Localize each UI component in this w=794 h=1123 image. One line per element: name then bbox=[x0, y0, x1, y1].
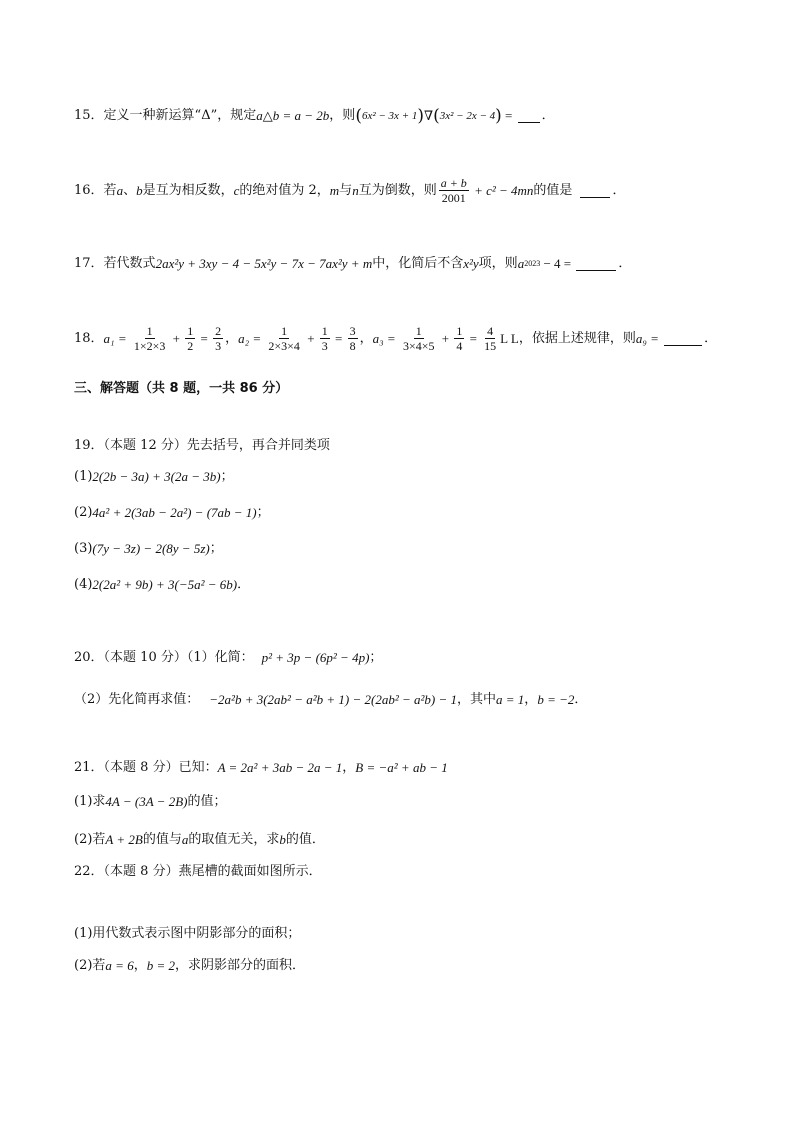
q15-end: ． bbox=[541, 108, 555, 123]
q18-text-a: ，依据上述规律，则 bbox=[518, 330, 636, 346]
section-heading: 三、解答题（共 8 题，一共 86 分） bbox=[74, 381, 289, 396]
q17-text-b: 中，化简后不含 bbox=[372, 256, 464, 271]
q16-text-a: 若 bbox=[103, 182, 117, 198]
q16-var-m: m bbox=[329, 182, 340, 198]
q21-part-2: (2)若 A + 2B 的值与 a 的取值无关，求 b 的值． bbox=[74, 832, 325, 847]
q16-text-e: 互为倒数，则 bbox=[358, 182, 437, 198]
q16-answer-blank bbox=[580, 184, 610, 198]
q15-def-rhs: = a − 2b bbox=[279, 108, 330, 123]
q15-expr-2: 3x² − 2x − 4 bbox=[439, 110, 496, 122]
q15-text-c: ，则 bbox=[329, 108, 356, 123]
q22-part-2: (2)若 a = 6 ， b = 2 ，求阴影部分的面积． bbox=[74, 958, 306, 973]
question-18: 18． a₁ = $\frac{1}{1\times 2\times 3}$ + $\frac{1}{2}$ = $\frac{2}{3}$ ， a₂ = $\frac{1}{2\times 3\times 4}$ + $\frac{1}{3}$ = $\frac{3}{8}$ ， a₃ = $\frac{1}{3\times 4\times 5}$ + $\frac{1}{4}$ = $\frac{4}{15}$ L L ，依据上述规律，则 a₉ = ． bbox=[74, 324, 718, 353]
q15-text-a: 定义一种新运算“ bbox=[103, 108, 202, 123]
q17-power-tail: − 4 = bbox=[540, 256, 575, 271]
q18-a2-result: $\frac{3}{8}$ bbox=[349, 324, 356, 353]
q18-a3-frac-1: $\frac{1}{3\times 4\times 5}$ bbox=[402, 324, 435, 353]
q15-paren-close-2: ) bbox=[495, 105, 502, 126]
q21-part-1: (1)求 4A − (3A − 2B) 的值； bbox=[74, 794, 227, 809]
q16-var-b: b bbox=[136, 182, 143, 198]
q20-part-1: 20．（本题 10 分）（1）化简： p² + 3p − (6p² − 4p) ； bbox=[74, 648, 382, 668]
q18-number: 18． bbox=[74, 330, 104, 346]
q15-def-lhs: a△b bbox=[256, 108, 280, 123]
q20-part-2-label: （2）先化简再求值： bbox=[74, 692, 200, 707]
q15-mid-op: ∇ bbox=[424, 108, 434, 123]
q17-answer-blank bbox=[576, 257, 616, 271]
q19-item-1: (1) 2(2b − 3a) + 3(2a − 3b) ； bbox=[74, 469, 234, 484]
q18-a1-frac-1: $\frac{1}{1\times 2\times 3}$ bbox=[133, 324, 166, 353]
q16-text-c: 的绝对值为 2， bbox=[239, 182, 330, 198]
q15-op-symbol: Δ bbox=[201, 108, 211, 123]
q20-part-2: （2）先化简再求值： −2a²b + 3(2ab² − a²b + 1) − 2(2ab² − a²b) − 1 ，其中 a = 1 ， b = −2 ． bbox=[74, 690, 587, 710]
q17-end: ． bbox=[618, 256, 632, 271]
question-16 bbox=[74, 176, 625, 205]
q22-part-1: (1)用代数式表示图中阴影部分的面积； bbox=[74, 926, 301, 941]
q15-paren-open-2: ( bbox=[433, 105, 440, 126]
q16-text-f: 的值是 bbox=[533, 182, 573, 198]
q15-expr-1: 6x² − 3x + 1 bbox=[361, 110, 418, 122]
question-15 bbox=[74, 106, 555, 126]
q18-a1-label: a₁ = bbox=[103, 330, 130, 346]
q19-item-3: (3) (7y − 3z) − 2(8y − 5z) ； bbox=[74, 541, 223, 556]
q16-sep-1: 、 bbox=[123, 182, 137, 198]
q18-a9: a₉ = bbox=[635, 330, 663, 346]
q21-given: 21．（本题 8 分）已知： A = 2a² + 3ab − 2a − 1 ， B = −a² + ab − 1 bbox=[74, 758, 448, 778]
q16-var-c: c bbox=[233, 182, 240, 198]
q20-cond-a: a = 1 bbox=[496, 692, 525, 707]
q16-text-d: 与 bbox=[339, 182, 353, 198]
q20-title: 20．（本题 10 分）（1）化简： bbox=[74, 650, 254, 665]
q18-end: ． bbox=[704, 330, 718, 346]
q19-title: 19．（本题 12 分）先去括号，再合并同类项 bbox=[74, 438, 330, 453]
q16-tail: + c² − 4mn bbox=[470, 182, 534, 198]
q16-end: ． bbox=[612, 182, 626, 198]
q15-number: 15． bbox=[74, 108, 104, 123]
q19-item-4: (4) 2(2a² + 9b) + 3(−5a² − 6b) ． bbox=[74, 577, 251, 592]
q21-title: 21．（本题 8 分）已知： bbox=[74, 760, 218, 775]
q20-expr-1: p² + 3p − (6p² − 4p) bbox=[261, 650, 370, 665]
q20-cond-b: b = −2 bbox=[537, 692, 575, 707]
q18-a1-frac-2: $\frac{1}{2}$ bbox=[187, 324, 194, 353]
q20-expr-2: −2a²b + 3(2ab² − a²b + 1) − 2(2ab² − a²b) − 1 bbox=[209, 692, 457, 707]
q19-item-2: (2) 4a² + 2(3ab − 2a²) − (7ab − 1) ； bbox=[74, 505, 270, 520]
q16-number: 16． bbox=[74, 182, 104, 198]
q21-A: A = 2a² + 3ab − 2a − 1 bbox=[217, 760, 343, 775]
q15-paren-close-1: ) bbox=[417, 105, 425, 126]
q16-frac-den: 2001 bbox=[441, 191, 466, 205]
q16-var-a: a bbox=[116, 182, 124, 198]
q17-expr: 2ax²y + 3xy − 4 − 5x²y − 7x − 7ax²y + m bbox=[155, 256, 373, 271]
q18-answer-blank bbox=[664, 332, 702, 346]
q15-text-b: ”，规定 bbox=[210, 108, 257, 123]
q18-a2-frac-1: $\frac{1}{2\times 3\times 4}$ bbox=[268, 324, 300, 353]
q16-frac-num: a + b bbox=[440, 176, 467, 190]
q16-text-b: 是互为相反数， bbox=[142, 182, 234, 198]
q16-var-n: n bbox=[352, 182, 359, 198]
q18-a2-label: a₂ = bbox=[238, 330, 265, 346]
q15-answer-blank bbox=[518, 109, 540, 123]
q17-power-base: a bbox=[517, 256, 525, 271]
q18-ellipsis: L L bbox=[500, 330, 519, 346]
question-17: 17． 若代数式 2ax²y + 3xy − 4 − 5x²y − 7x − 7ax²y + m 中，化简后不含 x²y 项，则 a 2023 − 4 = ． bbox=[74, 254, 631, 274]
q18-a3-result: $\frac{4}{15}$ bbox=[484, 324, 497, 353]
q18-a2-frac-2: $\frac{1}{3}$ bbox=[321, 324, 328, 353]
q17-term: x²y bbox=[463, 256, 479, 271]
q16-fraction bbox=[439, 176, 469, 205]
q18-a1-result: $\frac{2}{3}$ bbox=[215, 324, 222, 353]
q15-eq: = bbox=[501, 108, 516, 123]
q17-text-c: 项，则 bbox=[478, 256, 518, 271]
q15-paren-open-1: ( bbox=[355, 105, 362, 126]
q22-title: 22．（本题 8 分）燕尾槽的截面如图所示． bbox=[74, 864, 322, 879]
q17-number: 17． bbox=[74, 256, 104, 271]
q18-a3-label: a₃ = bbox=[372, 330, 399, 346]
q21-B: B = −a² + ab − 1 bbox=[355, 760, 448, 775]
q18-a3-frac-2: $\frac{1}{4}$ bbox=[456, 324, 463, 353]
q17-text-a: 若代数式 bbox=[103, 256, 156, 271]
